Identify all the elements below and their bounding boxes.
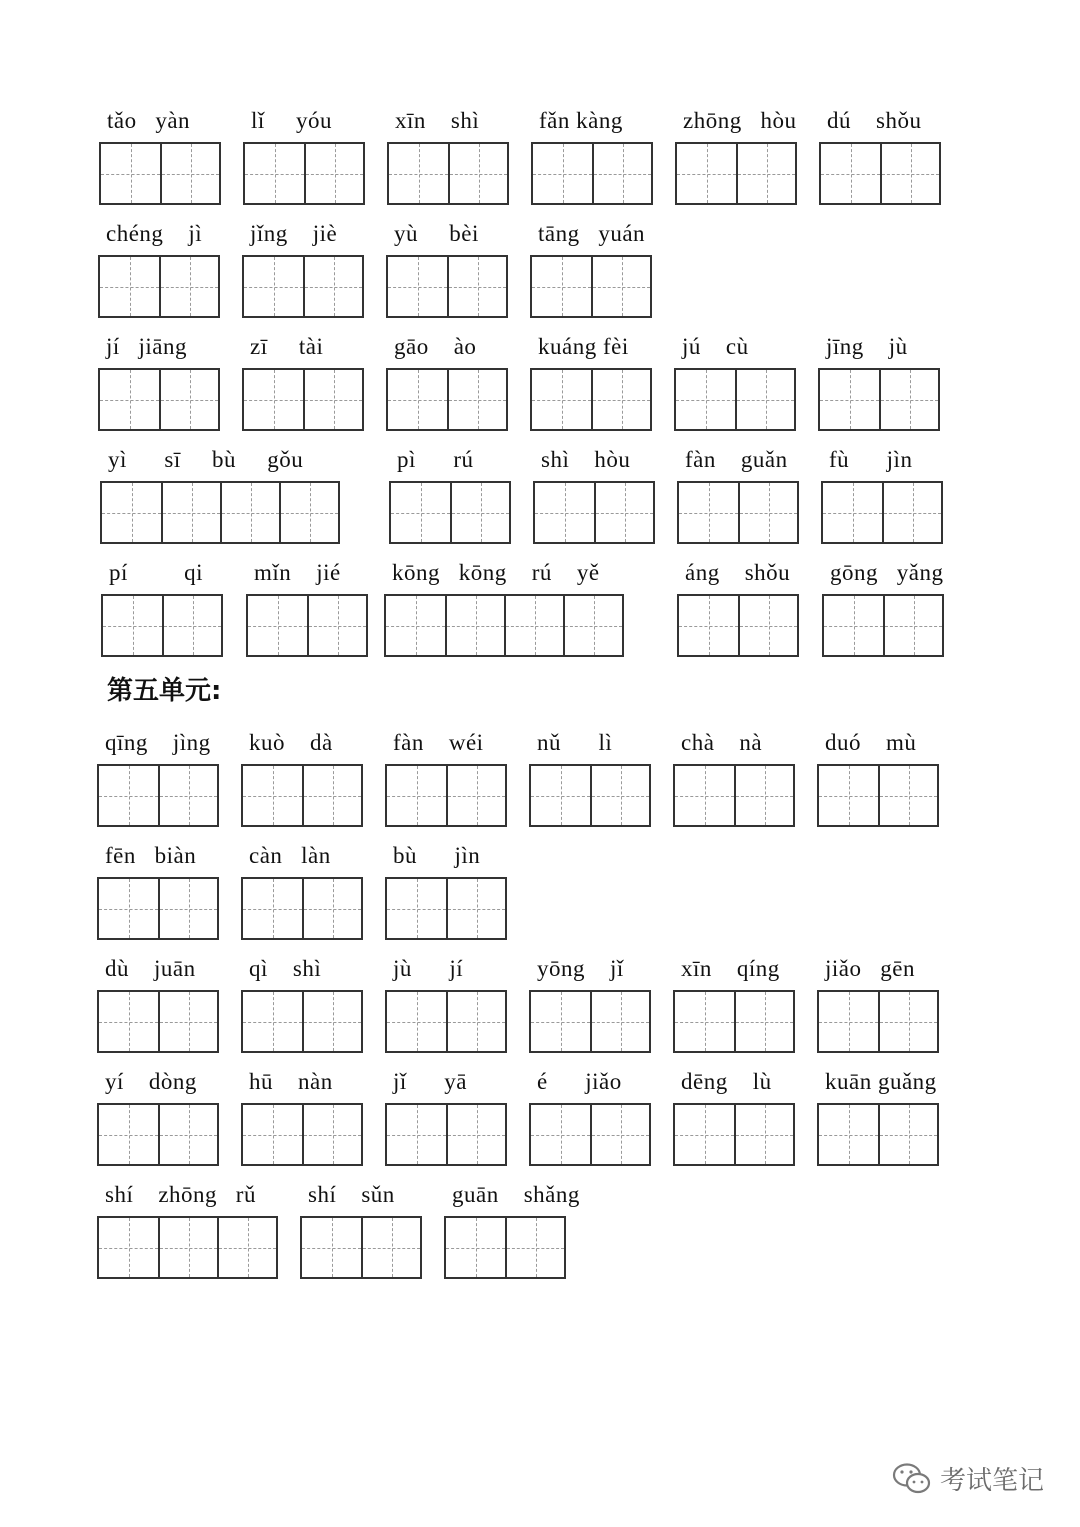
writing-grid (242, 368, 364, 431)
tianzige-box[interactable] (532, 257, 591, 316)
tianzige-box[interactable] (450, 483, 509, 542)
word-row (0, 332, 1080, 432)
tianzige-box[interactable] (245, 144, 304, 203)
writing-grid (99, 142, 221, 205)
tianzige-box[interactable] (244, 370, 303, 429)
pinyin-label: guān shǎng (452, 1182, 580, 1207)
tianzige-box[interactable] (592, 144, 651, 203)
tianzige-box[interactable] (217, 1218, 276, 1277)
writing-grid (97, 877, 219, 940)
tianzige-box[interactable] (243, 879, 302, 938)
pinyin-label: fàn wéi (393, 730, 484, 755)
pinyin-label: fēn biàn (105, 843, 197, 868)
word-row (0, 445, 1080, 545)
pinyin-label: kuān guǎng (825, 1069, 937, 1094)
pinyin-label: nǔ lì (537, 730, 613, 755)
pinyin-label: duó mù (825, 730, 917, 755)
pinyin-label: qì shì (249, 956, 322, 981)
writing-grid (819, 142, 941, 205)
pinyin-label: càn làn (249, 843, 331, 868)
tianzige-box[interactable] (446, 1218, 505, 1277)
tianzige-box[interactable] (158, 1105, 217, 1164)
tianzige-box[interactable] (244, 257, 303, 316)
writing-grid (673, 1103, 795, 1166)
writing-grid (300, 1216, 422, 1279)
tianzige-box[interactable] (99, 1105, 158, 1164)
tianzige-box[interactable] (819, 992, 878, 1051)
tianzige-box[interactable] (302, 992, 361, 1051)
tianzige-box[interactable] (882, 483, 941, 542)
writing-grid (384, 594, 624, 657)
tianzige-box[interactable] (738, 596, 797, 655)
pinyin-label: jú cù (682, 334, 749, 359)
tianzige-box[interactable] (243, 992, 302, 1051)
writing-grid (98, 368, 220, 431)
tianzige-box[interactable] (389, 144, 448, 203)
watermark-text: 考试笔记 (939, 1466, 1044, 1496)
writing-grid (97, 990, 219, 1053)
pinyin-label: jiǎo gēn (825, 956, 915, 981)
tianzige-box[interactable] (591, 257, 650, 316)
tianzige-box[interactable] (307, 596, 366, 655)
writing-grid (529, 990, 651, 1053)
pinyin-label: xīn qíng (681, 956, 780, 981)
tianzige-box[interactable] (878, 1105, 937, 1164)
tianzige-box[interactable] (302, 879, 361, 938)
tianzige-box[interactable] (248, 596, 307, 655)
writing-grid (386, 255, 508, 318)
pinyin-label: tāng yuán (538, 221, 646, 246)
writing-grid (241, 990, 363, 1053)
tianzige-box[interactable] (590, 992, 649, 1051)
word-row (0, 558, 1080, 658)
pinyin-label: xīn shì (395, 108, 480, 133)
writing-grid (673, 990, 795, 1053)
tianzige-box[interactable] (535, 483, 594, 542)
tianzige-box[interactable] (883, 596, 942, 655)
tianzige-box[interactable] (533, 144, 592, 203)
pinyin-label: hū nàn (249, 1069, 333, 1094)
tianzige-box[interactable] (447, 370, 506, 429)
word-row (0, 841, 1080, 941)
tianzige-box[interactable] (162, 596, 221, 655)
pinyin-label: shí sǔn (308, 1182, 395, 1207)
word-row (0, 1180, 1080, 1280)
tianzige-box[interactable] (387, 879, 446, 938)
pinyin-label: fǎn kàng (539, 108, 623, 133)
pinyin-label: fàn guǎn (685, 447, 788, 472)
tianzige-box[interactable] (386, 596, 445, 655)
writing-grid (530, 368, 652, 431)
tianzige-box[interactable] (735, 370, 794, 429)
tianzige-box[interactable] (531, 1105, 590, 1164)
word-row (0, 954, 1080, 1054)
tianzige-box[interactable] (590, 766, 649, 825)
tianzige-box[interactable] (158, 992, 217, 1051)
pinyin-label: pí qi (109, 560, 204, 585)
writing-grid (385, 1103, 507, 1166)
pinyin-label: áng shǒu (685, 560, 791, 585)
writing-grid (677, 594, 799, 657)
pinyin-label: kuáng fèi (538, 334, 629, 359)
tianzige-box[interactable] (303, 257, 362, 316)
tianzige-box[interactable] (99, 992, 158, 1051)
pinyin-label: zī tài (250, 334, 324, 359)
tianzige-box[interactable] (279, 483, 338, 542)
pinyin-label: lǐ yóu (251, 108, 333, 133)
tianzige-box[interactable] (734, 992, 793, 1051)
tianzige-box[interactable] (391, 483, 450, 542)
tianzige-box[interactable] (160, 144, 219, 203)
tianzige-box[interactable] (736, 144, 795, 203)
writing-grid (241, 764, 363, 827)
tianzige-box[interactable] (100, 370, 159, 429)
pinyin-label: jí jiāng (106, 334, 188, 359)
tianzige-box[interactable] (100, 257, 159, 316)
writing-grid (817, 1103, 939, 1166)
tianzige-box[interactable] (446, 1105, 505, 1164)
tianzige-box[interactable] (679, 596, 738, 655)
tianzige-box[interactable] (99, 879, 158, 938)
writing-grid (98, 255, 220, 318)
writing-grid (389, 481, 511, 544)
tianzige-box[interactable] (99, 1218, 158, 1277)
tianzige-box[interactable] (304, 144, 363, 203)
pinyin-label: yì sī bù gǒu (108, 447, 304, 472)
writing-grid (530, 255, 652, 318)
tianzige-box[interactable] (679, 483, 738, 542)
writing-grid (97, 764, 219, 827)
tianzige-box[interactable] (243, 1105, 302, 1164)
tianzige-box[interactable] (823, 483, 882, 542)
tianzige-box[interactable] (878, 992, 937, 1051)
tianzige-box[interactable] (448, 144, 507, 203)
tianzige-box[interactable] (590, 1105, 649, 1164)
writing-grid (386, 368, 508, 431)
tianzige-box[interactable] (675, 992, 734, 1051)
tianzige-box[interactable] (819, 1105, 878, 1164)
pinyin-label: chà nà (681, 730, 763, 755)
tianzige-box[interactable] (820, 370, 879, 429)
tianzige-box[interactable] (505, 1218, 564, 1277)
watermark (892, 1460, 1044, 1497)
writing-grid (444, 1216, 566, 1279)
pinyin-label: bù jìn (393, 843, 481, 868)
tianzige-box[interactable] (159, 257, 218, 316)
word-row (0, 106, 1080, 206)
pinyin-label: kōng kōng rú yě (392, 560, 600, 585)
pinyin-label: dù juān (105, 956, 196, 981)
pinyin-label: fù jìn (829, 447, 913, 472)
tianzige-box[interactable] (880, 144, 939, 203)
writing-grid (97, 1103, 219, 1166)
writing-grid (101, 594, 223, 657)
tianzige-box[interactable] (531, 766, 590, 825)
tianzige-box[interactable] (388, 257, 447, 316)
pinyin-label: jīng jù (826, 334, 908, 359)
pinyin-label: kuò dà (249, 730, 333, 755)
tianzige-box[interactable] (879, 370, 938, 429)
tianzige-box[interactable] (158, 766, 217, 825)
pinyin-label: jǐng jiè (250, 221, 338, 246)
writing-grid (385, 877, 507, 940)
writing-grid (674, 368, 796, 431)
tianzige-box[interactable] (243, 766, 302, 825)
tianzige-box[interactable] (220, 483, 279, 542)
tianzige-box[interactable] (677, 144, 736, 203)
unit-5-title: 第五单元: (107, 676, 222, 706)
tianzige-box[interactable] (738, 483, 797, 542)
pinyin-label: jǐ yā (393, 1069, 467, 1094)
tianzige-box[interactable] (302, 1218, 361, 1277)
pinyin-label: yōng jǐ (537, 956, 624, 981)
tianzige-box[interactable] (302, 766, 361, 825)
tianzige-box[interactable] (734, 766, 793, 825)
pinyin-label: chéng jì (106, 221, 203, 246)
tianzige-box[interactable] (563, 596, 622, 655)
writing-grid (100, 481, 340, 544)
writing-grid (385, 764, 507, 827)
writing-grid (531, 142, 653, 205)
tianzige-box[interactable] (675, 766, 734, 825)
tianzige-box[interactable] (302, 1105, 361, 1164)
tianzige-box[interactable] (387, 1105, 446, 1164)
word-row (0, 219, 1080, 319)
word-row (0, 728, 1080, 828)
tianzige-box[interactable] (446, 992, 505, 1051)
tianzige-box[interactable] (819, 766, 878, 825)
pinyin-label: qīng jìng (105, 730, 211, 755)
writing-grid (677, 481, 799, 544)
tianzige-box[interactable] (159, 370, 218, 429)
writing-grid (533, 481, 655, 544)
tianzige-box[interactable] (504, 596, 563, 655)
tianzige-box[interactable] (387, 992, 446, 1051)
writing-grid (818, 368, 940, 431)
pinyin-label: zhōng hòu (683, 108, 797, 133)
tianzige-box[interactable] (101, 144, 160, 203)
pinyin-label: shì hòu (541, 447, 631, 472)
writing-grid (246, 594, 368, 657)
wechat-icon (892, 1462, 932, 1496)
tianzige-box[interactable] (103, 596, 162, 655)
writing-grid (529, 764, 651, 827)
tianzige-box[interactable] (387, 766, 446, 825)
tianzige-box[interactable] (878, 766, 937, 825)
tianzige-box[interactable] (447, 257, 506, 316)
writing-grid (385, 990, 507, 1053)
writing-grid (673, 764, 795, 827)
writing-grid (529, 1103, 651, 1166)
writing-grid (387, 142, 509, 205)
writing-grid (821, 481, 943, 544)
writing-grid (243, 142, 365, 205)
tianzige-box[interactable] (99, 766, 158, 825)
pinyin-label: yù bèi (394, 221, 479, 246)
pinyin-label: pì rú (397, 447, 474, 472)
writing-grid (675, 142, 797, 205)
word-row (0, 1067, 1080, 1167)
writing-grid (817, 764, 939, 827)
tianzige-box[interactable] (102, 483, 161, 542)
tianzige-box[interactable] (734, 1105, 793, 1164)
tianzige-box[interactable] (158, 879, 217, 938)
tianzige-box[interactable] (824, 596, 883, 655)
writing-grid (241, 877, 363, 940)
tianzige-box[interactable] (303, 370, 362, 429)
pinyin-label: shí zhōng rǔ (105, 1182, 256, 1207)
writing-grid (817, 990, 939, 1053)
tianzige-box[interactable] (675, 1105, 734, 1164)
tianzige-box[interactable] (445, 596, 504, 655)
tianzige-box[interactable] (591, 370, 650, 429)
pinyin-label: mǐn jié (254, 560, 341, 585)
writing-grid (241, 1103, 363, 1166)
pinyin-label: é jiǎo (537, 1069, 622, 1094)
pinyin-label: jù jí (393, 956, 464, 981)
tianzige-box[interactable] (361, 1218, 420, 1277)
tianzige-box[interactable] (388, 370, 447, 429)
writing-grid (242, 255, 364, 318)
writing-grid (97, 1216, 278, 1279)
tianzige-box[interactable] (446, 879, 505, 938)
pinyin-label: gāo ào (394, 334, 477, 359)
tianzige-box[interactable] (446, 766, 505, 825)
pinyin-label: gōng yǎng (830, 560, 944, 585)
tianzige-box[interactable] (161, 483, 220, 542)
tianzige-box[interactable] (158, 1218, 217, 1277)
tianzige-box[interactable] (676, 370, 735, 429)
writing-grid (822, 594, 944, 657)
pinyin-label: tǎo yàn (107, 108, 191, 133)
tianzige-box[interactable] (821, 144, 880, 203)
tianzige-box[interactable] (531, 992, 590, 1051)
pinyin-label: yí dòng (105, 1069, 197, 1094)
tianzige-box[interactable] (532, 370, 591, 429)
tianzige-box[interactable] (594, 483, 653, 542)
pinyin-label: dú shǒu (827, 108, 922, 133)
pinyin-label: dēng lù (681, 1069, 772, 1094)
